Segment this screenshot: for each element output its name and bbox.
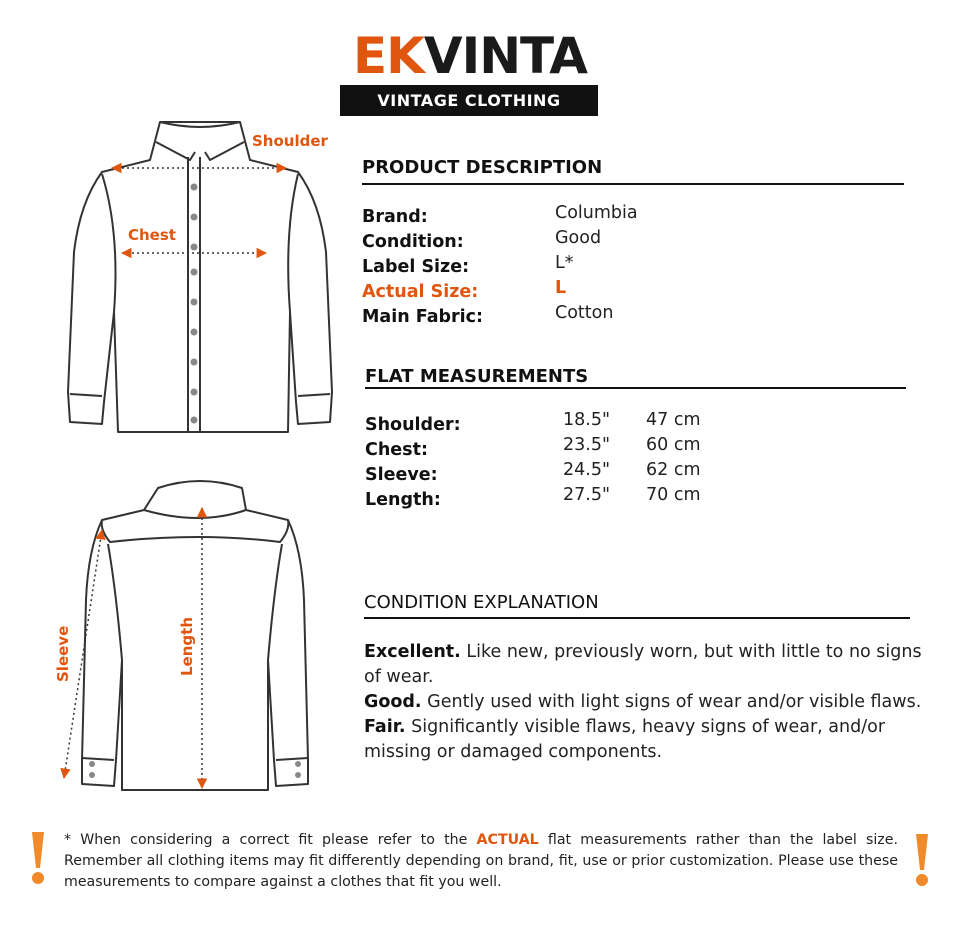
shirt-front-diagram: [40, 112, 350, 442]
fit-note: [64, 830, 898, 893]
condition-excellent: [364, 640, 926, 690]
flat-measurements-rule: [365, 387, 906, 389]
shirt-back-diagram: [40, 470, 350, 800]
condition-text: Like new, previously worn, but with little to no signs of wear.: [364, 642, 922, 687]
main-fabric-label: Main Fabric:: [362, 307, 484, 327]
condition-term: Fair.: [364, 717, 406, 737]
length-label: Length: [178, 617, 196, 676]
shirt-buttons: [191, 184, 198, 424]
length-cm: 70 cm: [646, 485, 701, 505]
brand-value: Columbia: [555, 203, 638, 223]
actual-size-label: Actual Size:: [362, 282, 479, 302]
fit-note-before: * When considering a correct fit please refer to the: [64, 832, 477, 848]
condition-explanation-title: CONDITION EXPLANATION: [364, 592, 599, 613]
condition-label: Condition:: [362, 232, 464, 252]
length-measure-label: Length:: [365, 490, 441, 510]
exclamation-right-icon: [912, 832, 932, 888]
exclamation-left-icon: [28, 830, 48, 886]
chest-measure-label: Chest:: [365, 440, 428, 460]
fit-note-after: flat measurements rather than the label size. Remember all clothing items may fit differently depending on brand, fit, use or prior customization. Please use these measurements to compare against a clothes that fit you well.: [64, 832, 898, 890]
label-size-label: Label Size:: [362, 257, 470, 277]
chest-cm: 60 cm: [646, 435, 701, 455]
condition-explanation-rule: [364, 617, 910, 619]
brand-logo: [340, 28, 600, 118]
condition-text: Gently used with light signs of wear and/or visible flaws.: [421, 692, 922, 712]
condition-fair: [364, 715, 926, 765]
label-size-value: L*: [555, 253, 574, 273]
logo-ek: EK: [353, 27, 424, 85]
sleeve-measure-label: Sleeve:: [365, 465, 438, 485]
chest-label: Chest: [128, 226, 176, 244]
length-inches: 27.5": [563, 485, 611, 505]
actual-size-value: L: [555, 278, 567, 298]
condition-term: Excellent.: [364, 642, 461, 662]
product-description-rule: [362, 183, 904, 185]
chest-inches: 23.5": [563, 435, 611, 455]
condition-term: Good.: [364, 692, 422, 712]
flat-measurements-title: FLAT MEASUREMENTS: [365, 366, 589, 387]
shoulder-cm: 47 cm: [646, 410, 701, 430]
logo-tagline: VINTAGE CLOTHING: [340, 85, 598, 116]
logo-vinta: VINTA: [423, 27, 587, 85]
sleeve-label: Sleeve: [54, 625, 72, 682]
shoulder-measure-label: Shoulder:: [365, 415, 461, 435]
sleeve-inches: 24.5": [563, 460, 611, 480]
condition-text: Significantly visible flaws, heavy signs of wear, and/or missing or damaged components.: [364, 717, 886, 762]
condition-good: [364, 690, 926, 715]
sleeve-cm: 62 cm: [646, 460, 701, 480]
condition-explanation-list: [364, 640, 926, 765]
brand-label: Brand:: [362, 207, 428, 227]
logo-wordmark: [340, 28, 600, 84]
fit-note-highlight: ACTUAL: [476, 832, 539, 848]
condition-value: Good: [555, 228, 602, 248]
main-fabric-value: Cotton: [555, 303, 614, 323]
shoulder-inches: 18.5": [563, 410, 611, 430]
shoulder-label: Shoulder: [252, 132, 328, 150]
product-description-title: PRODUCT DESCRIPTION: [362, 157, 603, 178]
